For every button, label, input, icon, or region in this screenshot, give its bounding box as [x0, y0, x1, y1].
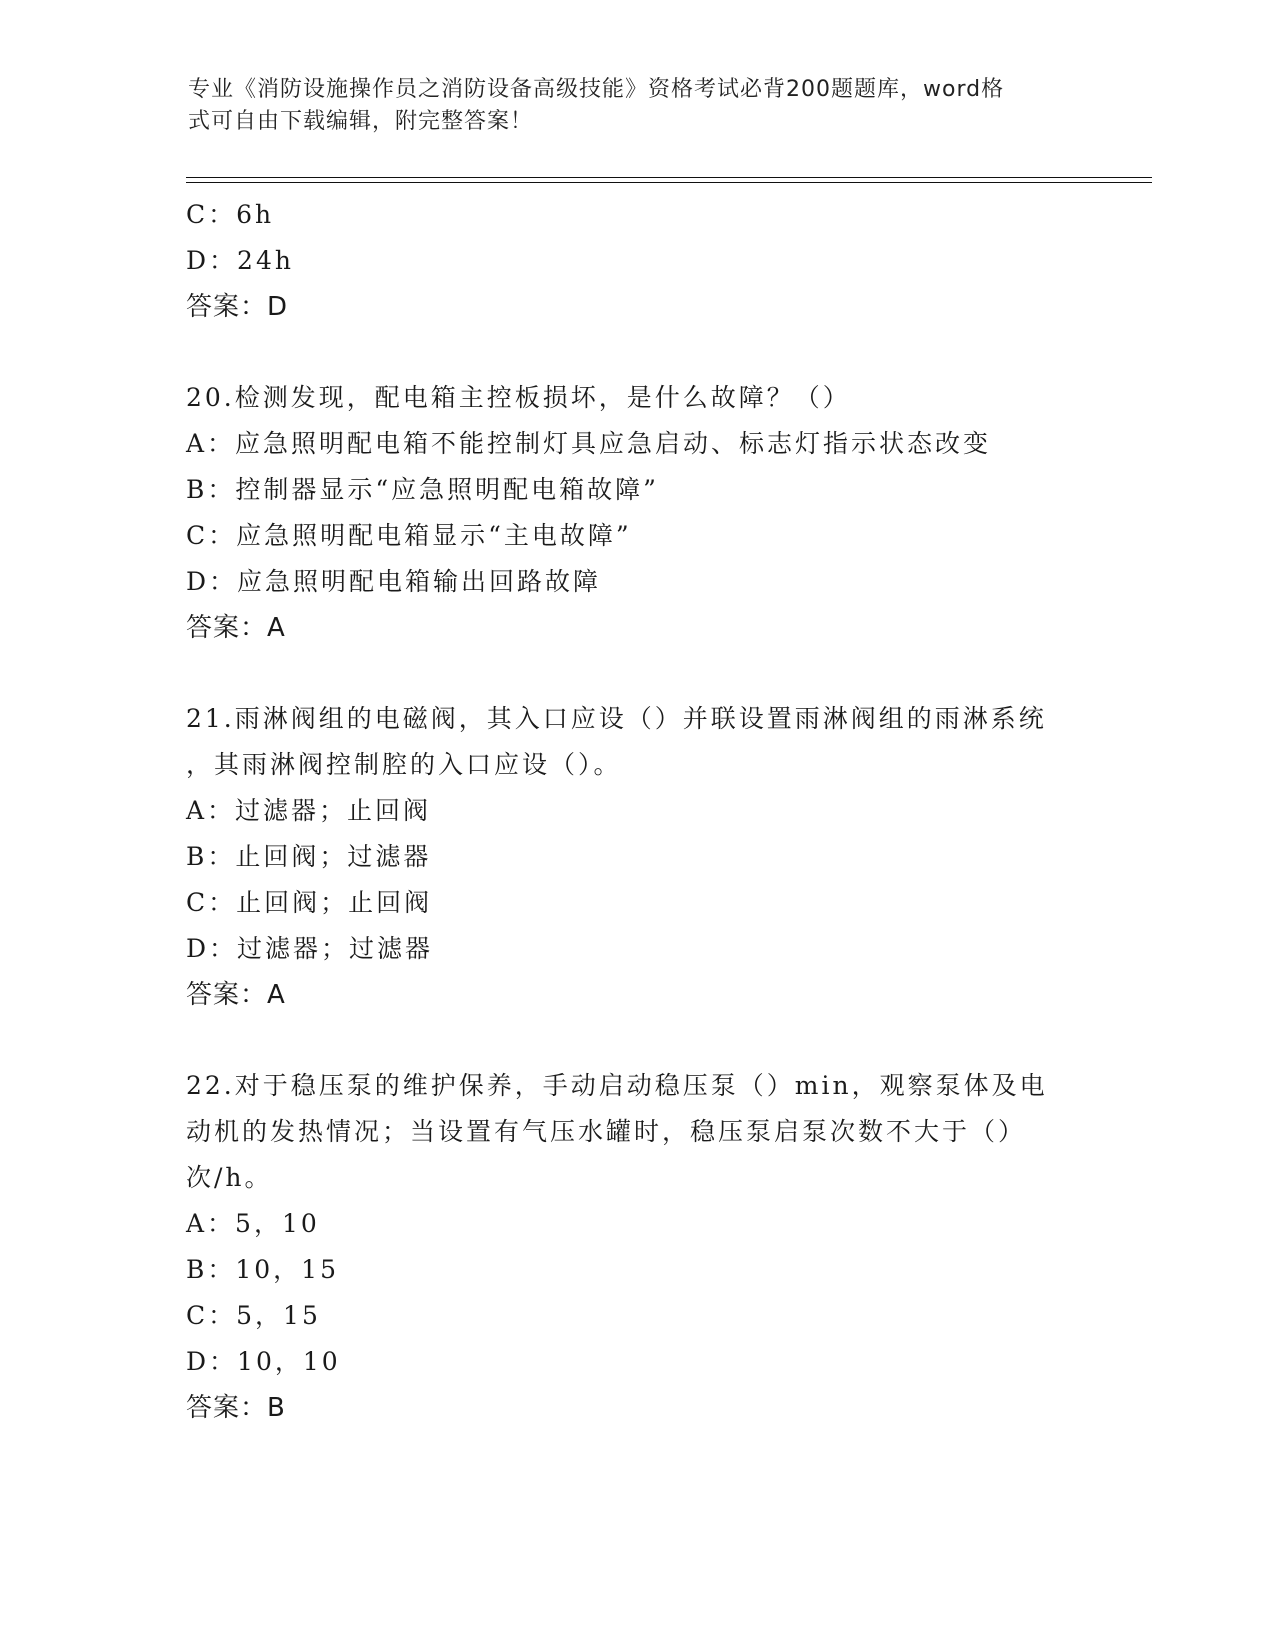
question-list — [186, 192, 1086, 1431]
option-d: D：应急照明配电箱输出回路故障 — [186, 567, 602, 596]
answer-line: 答案：A — [186, 613, 286, 643]
option-d: D：24h — [186, 246, 294, 275]
spacer — [186, 1018, 1086, 1063]
spacer — [186, 651, 1086, 696]
option-a: A：应急照明配电箱不能控制灯具应急启动、标志灯指示状态改变 — [186, 429, 992, 458]
option-d: D：过滤器；过滤器 — [186, 934, 434, 963]
option-a: A：5，10 — [186, 1209, 320, 1238]
option-a: A：过滤器；止回阀 — [186, 796, 432, 825]
question-stem-continued: ，其雨淋阀控制腔的入口应设（）。 — [186, 750, 622, 779]
option-c: C：止回阀；止回阀 — [186, 888, 433, 917]
option-b: B：止回阀；过滤器 — [186, 842, 432, 871]
question-stem: 21.雨淋阀组的电磁阀，其入口应设（）并联设置雨淋阀组的雨淋系统 — [186, 704, 1047, 733]
option-b: B：控制器显示“应急照明配电箱故障” — [186, 475, 659, 504]
option-b: B：10，15 — [186, 1255, 339, 1284]
question-block-22 — [186, 1063, 1086, 1431]
option-c: C：应急照明配电箱显示“主电故障” — [186, 521, 632, 550]
header-divider-top — [186, 177, 1152, 178]
header-divider-bottom — [186, 182, 1152, 183]
document-header — [188, 74, 1078, 138]
spacer — [186, 330, 1086, 375]
answer-line: 答案：D — [186, 292, 289, 322]
header-line-1: 专业《消防设施操作员之消防设备高级技能》资格考试必背200题题库，word格 — [188, 77, 1005, 102]
question-block-20 — [186, 375, 1086, 651]
option-c: C：6h — [186, 200, 275, 229]
question-stem-continued: 动机的发热情况；当设置有气压水罐时，稳压泵启泵次数不大于（） — [186, 1117, 1027, 1146]
answer-line: 答案：B — [186, 1393, 286, 1423]
question-stem: 20.检测发现，配电箱主控板损坏，是什么故障？（） — [186, 383, 851, 412]
question-stem-continued: 次/h。 — [186, 1163, 273, 1192]
question-stem: 22.对于稳压泵的维护保养，手动启动稳压泵（）min，观察泵体及电 — [186, 1071, 1048, 1100]
question-block-prev — [186, 192, 1086, 330]
option-d: D：10，10 — [186, 1347, 341, 1376]
answer-line: 答案：A — [186, 980, 286, 1010]
header-line-2: 式可自由下载编辑，附完整答案！ — [188, 109, 534, 134]
option-c: C：5，15 — [186, 1301, 321, 1330]
question-block-21 — [186, 696, 1086, 1018]
